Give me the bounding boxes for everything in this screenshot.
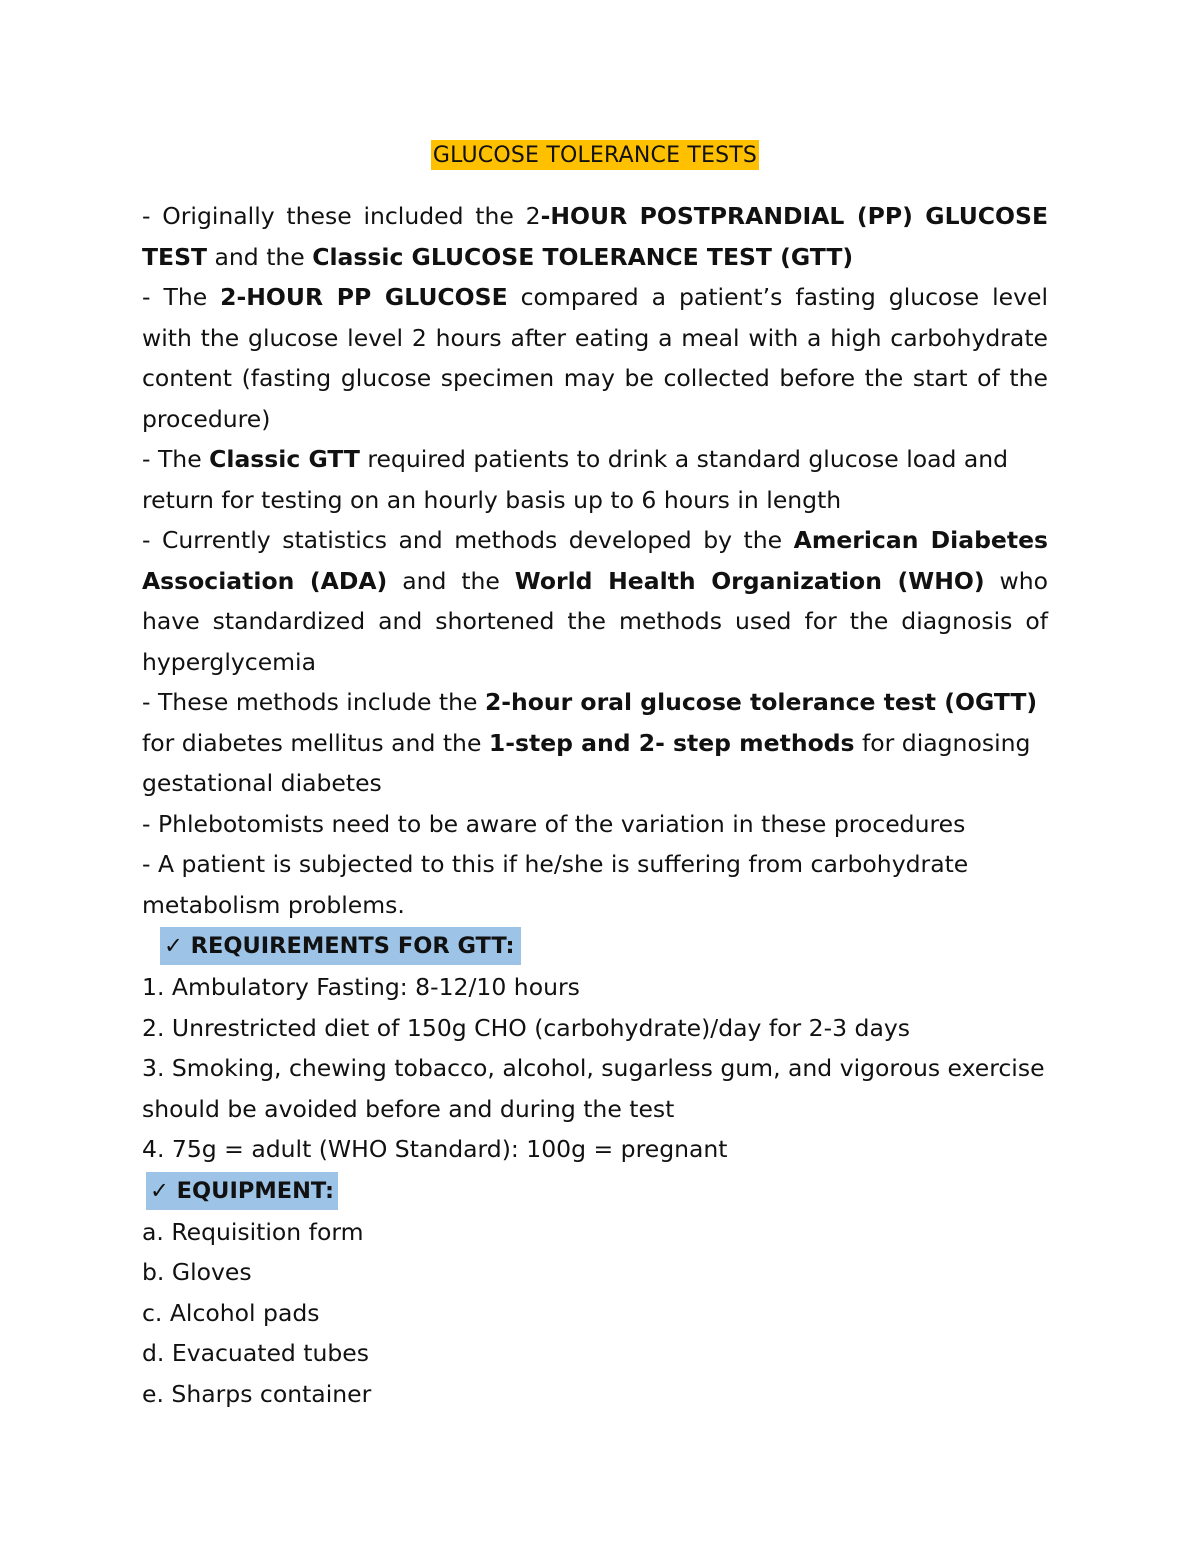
equipment-item: a. Requisition form — [142, 1217, 364, 1246]
paragraph-origin — [142, 196, 1048, 277]
requirements-section — [142, 925, 1048, 1170]
paragraph-classic-gtt — [142, 439, 1048, 520]
requirement-item: 1. Ambulatory Fasting: 8-12/10 hours — [142, 973, 580, 1001]
bold-text: Classic GLUCOSE TOLERANCE TEST (GTT) — [312, 242, 854, 271]
paragraph-2hour-pp — [142, 277, 1048, 439]
title-row — [142, 140, 1048, 182]
bold-text: Classic GTT — [209, 445, 360, 473]
text-run: - Currently statistics and methods developed by the — [142, 526, 794, 554]
paragraph-methods — [142, 682, 1048, 804]
text-run: - These methods include the — [142, 688, 485, 716]
text-run: - Originally these included the 2 — [142, 202, 541, 230]
bold-text: American Diabetes Association (ADA) — [142, 526, 1049, 595]
paragraph-phlebotomists: - Phlebotomists need to be aware of the variation in these procedures — [142, 809, 966, 838]
text-run: for diagnosing gestational diabetes — [142, 728, 1031, 797]
text-run: for diabetes mellitus and the — [142, 728, 489, 757]
requirement-item: 3. Smoking, chewing tobacco, alcohol, sugarless gum, and vigorous exercise should be avoided before and during the test — [142, 1054, 1045, 1123]
paragraph-ada-who — [142, 520, 1048, 682]
bold-text: 2-HOUR PP GLUCOSE — [220, 283, 508, 311]
bold-text: 1-step and 2- step methods — [488, 728, 855, 757]
requirements-heading: ✓ REQUIREMENTS FOR GTT: — [160, 927, 521, 965]
document-page — [142, 140, 1048, 1414]
paragraph-patient: - A patient is subjected to this if he/she is suffering from carbohydrate metabolism problems. — [142, 850, 969, 919]
text-run: who have standardized and shortened the methods used for the diagnosis of hyperglycemia — [142, 566, 1049, 676]
document-title: GLUCOSE TOLERANCE TESTS — [431, 140, 759, 170]
text-run: - The — [142, 283, 221, 311]
equipment-item: c. Alcohol pads — [142, 1298, 320, 1327]
bold-text: World Health Organization (WHO) — [514, 566, 985, 595]
equipment-item: b. Gloves — [142, 1258, 252, 1286]
equipment-heading: ✓ EQUIPMENT: — [146, 1172, 338, 1210]
bold-text: -HOUR POSTPRANDIAL (PP) GLUCOSE TEST — [142, 202, 1049, 271]
text-run: required patients to drink a standard glucose load and return for testing on an hourly basis up to 6 hours in length — [142, 445, 1009, 514]
text-run: compared a patient’s fasting glucose level with the glucose level 2 hours after eating a meal with a high carbohydrate content (fasting glucose specimen may be collected before the start of the procedure) — [142, 283, 1048, 433]
equipment-item: d. Evacuated tubes — [142, 1339, 370, 1367]
text-run: and the — [207, 242, 313, 271]
text-run: - The — [142, 445, 210, 473]
bold-text: 2-hour oral glucose tolerance test (OGTT) — [484, 688, 1038, 716]
equipment-item: e. Sharps container — [142, 1379, 372, 1408]
requirement-item: 2. Unrestricted diet of 150g CHO (carbohydrate)/day for 2-3 days — [142, 1013, 910, 1042]
equipment-section — [142, 1170, 1048, 1415]
requirement-item: 4. 75g = adult (WHO Standard): 100g = pregnant — [142, 1135, 728, 1163]
text-run: and the — [387, 566, 515, 595]
